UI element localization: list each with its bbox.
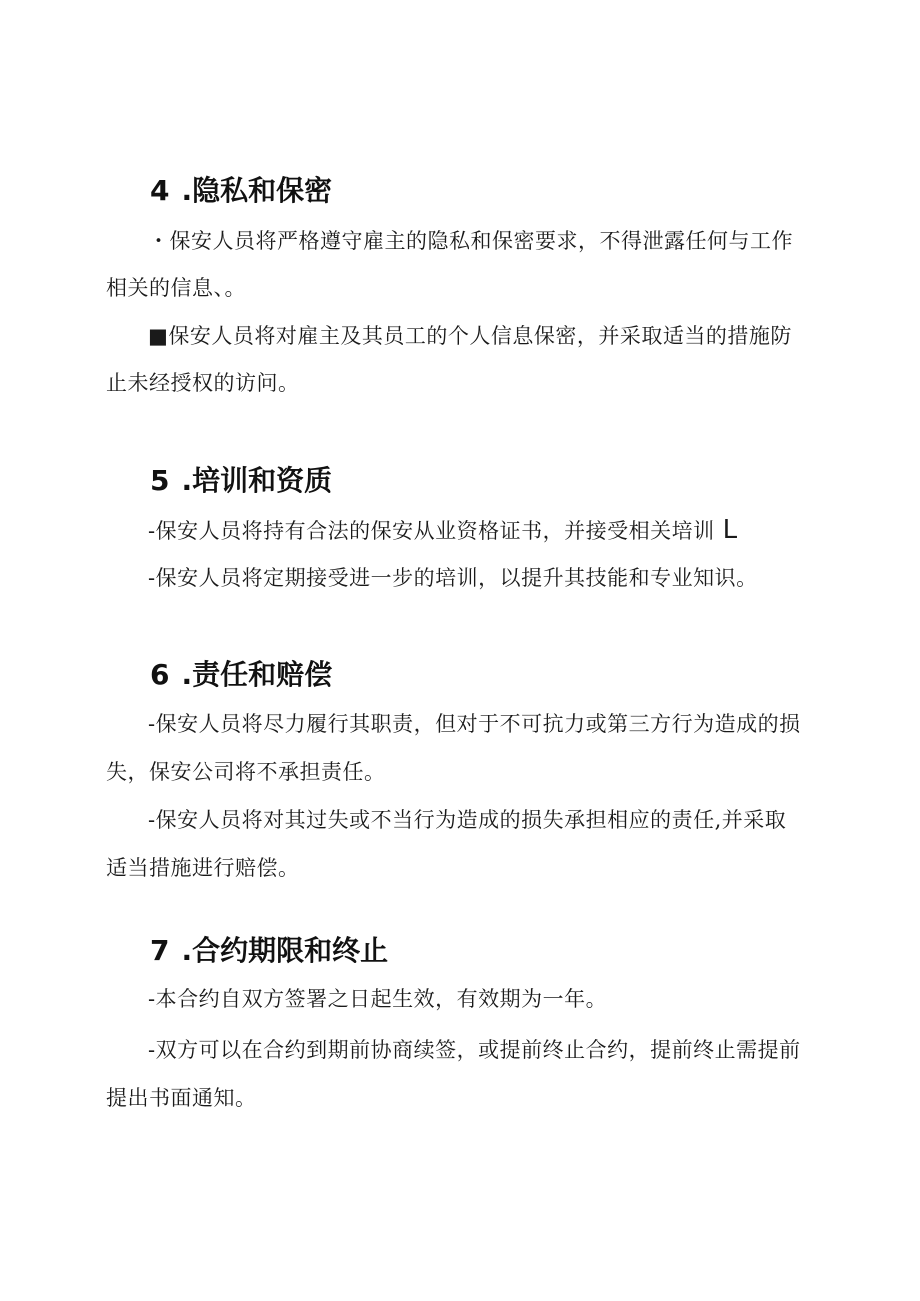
section-number: 6 (150, 658, 170, 691)
paragraph-line: 失，保安公司将不承担责任。 (106, 760, 386, 784)
paragraph-line: -保安人员将尽力履行其职责，但对于不可抗力或第三方行为造成的损 (148, 712, 801, 736)
paragraph-line: 止未经授权的访问。 (106, 371, 300, 395)
section-heading-4 (150, 174, 332, 208)
section-number: 5 (150, 464, 170, 497)
section-number: 4 (150, 174, 170, 207)
section-heading-5 (150, 464, 332, 498)
section-heading-6 (150, 658, 332, 692)
section-heading-7 (150, 934, 388, 968)
paragraph-text: -保安人员将持有合法的保安从业资格证书，并接受相关培训 (148, 519, 715, 543)
paragraph-line: ・保安人员将严格遵守雇主的隐私和保密要求，不得泄露任何与工作 (148, 229, 793, 253)
paragraph-line: 提出书面通知。 (106, 1086, 257, 1110)
trailing-mark: L (722, 515, 738, 545)
paragraph-line: ■保安人员将对雇主及其员工的个人信息保密，并采取适当的措施防 (148, 324, 792, 348)
paragraph-line: -保安人员将对其过失或不当行为造成的损失承担相应的责任,并采取 (148, 808, 787, 832)
paragraph-line: -保安人员将定期接受进一步的培训，以提升其技能和专业知识。 (148, 566, 758, 590)
section-title: .合约期限和终止 (181, 934, 389, 967)
paragraph-line: 相关的信息、。 (106, 276, 246, 300)
paragraph-line: -本合约自双方签署之日起生效，有效期为一年。 (148, 987, 608, 1011)
paragraph-line (148, 515, 738, 546)
section-number: 7 (150, 934, 170, 967)
paragraph-line: 适当措施进行赔偿。 (106, 856, 300, 880)
section-title: .隐私和保密 (181, 174, 333, 207)
section-title: .责任和赔偿 (181, 658, 333, 691)
section-title: .培训和资质 (181, 464, 333, 497)
paragraph-line: -双方可以在合约到期前协商续签，或提前终止合约，提前终止需提前 (148, 1038, 801, 1062)
